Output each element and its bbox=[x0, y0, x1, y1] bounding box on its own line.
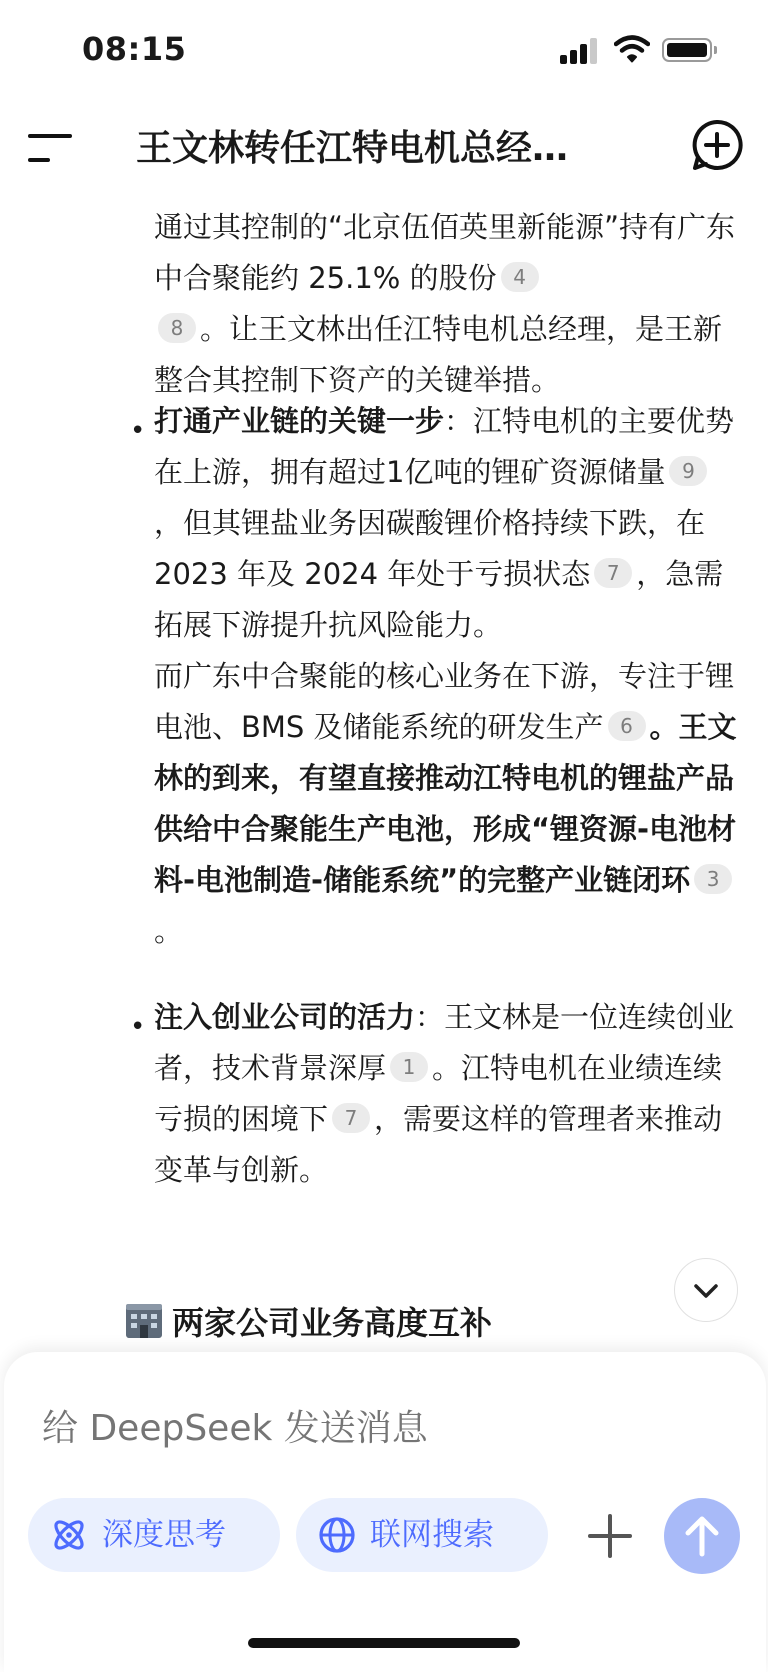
section-heading: 两家公司业务高度互补 bbox=[124, 1300, 492, 1345]
web-search-button[interactable] bbox=[296, 1498, 548, 1572]
citation-badge[interactable]: 7 bbox=[332, 1103, 370, 1133]
office-building-icon bbox=[124, 1300, 164, 1340]
chevron-down-icon bbox=[674, 1258, 738, 1322]
deepthink-label: 深度思考 bbox=[102, 1517, 226, 1553]
page-title: 王文林转任江特电机总经… bbox=[136, 128, 569, 169]
chat-header bbox=[0, 108, 768, 184]
message-composer bbox=[4, 1352, 766, 1672]
bullet-industry-chain: 打通产业链的关键一步：江特电机的主要优势在上游，拥有超过1亿吨的锂矿资源储量 9，但其锂盐业务因碳酸锂价格持续下跌，在 2023 年及 2024 年处于亏损状态 7 ，急需拓展下游提升抗风险能力。 而广东中合聚能的核心业务在下游，专注于锂电池、BMS 及储能系统的研发生产 6 。王文林的到来，有望直接推动江特电机的锂盐产品供给中合聚能生产电池，形成“锂资源-电池材料-电池制造-储能系统”的完整产业链闭环 3。 bbox=[154, 404, 737, 948]
citation-badge[interactable]: 8 bbox=[158, 313, 196, 343]
citation-badge[interactable]: 7 bbox=[594, 558, 632, 588]
plus-icon[interactable] bbox=[588, 1514, 632, 1558]
new-chat-icon[interactable] bbox=[690, 118, 744, 172]
home-indicator bbox=[248, 1638, 520, 1648]
bullet-startup-vitality: 注入创业公司的活力：王文林是一位连续创业者，技术背景深厚 1 。江特电机在业绩连续亏损的困境下 7 ，需要这样的管理者来推动变革与创新。 bbox=[154, 1000, 735, 1187]
message-input[interactable] bbox=[42, 1408, 682, 1449]
citation-badge[interactable]: 6 bbox=[608, 711, 646, 741]
battery-icon bbox=[662, 38, 712, 62]
arrow-up-icon bbox=[664, 1498, 740, 1574]
paragraph-ownership: 通过其控制的“北京伍佰英里新能源”持有广东中合聚能约 25.1% 的股份 4 8 。让王文林出任江特电机总经理，是王新整合其控制下资产的关键举措。 bbox=[154, 210, 736, 397]
scroll-down-button[interactable] bbox=[674, 1258, 738, 1322]
citation-badge[interactable]: 3 bbox=[694, 864, 732, 894]
bullet-heading: 注入创业公司的活力 bbox=[154, 1000, 416, 1034]
citation-badge[interactable]: 1 bbox=[390, 1052, 428, 1082]
status-bar bbox=[0, 0, 768, 100]
bullet-dot: • bbox=[130, 1012, 146, 1042]
status-time: 08:15 bbox=[82, 30, 187, 68]
wifi-icon bbox=[614, 34, 650, 64]
deepthink-button[interactable] bbox=[28, 1498, 280, 1572]
citation-badge[interactable]: 9 bbox=[669, 456, 707, 486]
web-search-label: 联网搜索 bbox=[370, 1517, 494, 1553]
atom-icon bbox=[50, 1516, 88, 1554]
citation-badge[interactable]: 4 bbox=[501, 262, 539, 292]
globe-icon bbox=[318, 1516, 356, 1554]
menu-icon[interactable] bbox=[28, 126, 76, 166]
bullet-heading: 打通产业链的关键一步 bbox=[154, 404, 445, 438]
cellular-signal-icon bbox=[560, 38, 600, 64]
send-button[interactable] bbox=[664, 1498, 740, 1574]
message-content bbox=[0, 190, 768, 1350]
bullet-dot: • bbox=[130, 416, 146, 446]
